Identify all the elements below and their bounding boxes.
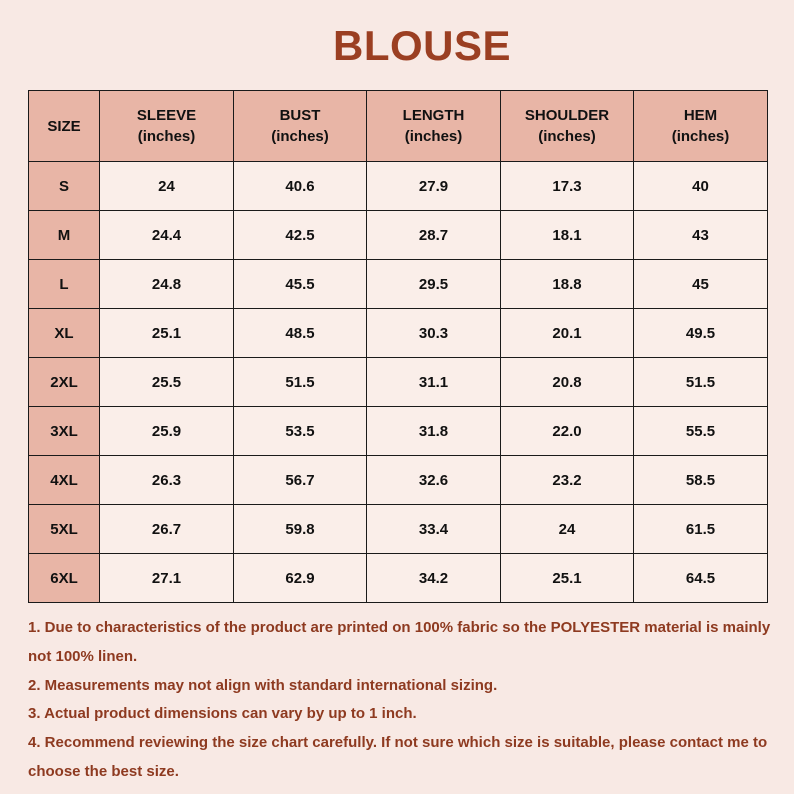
hem-cell: 61.5: [634, 505, 768, 554]
sleeve-cell: 24: [100, 162, 234, 211]
table-row: [29, 309, 768, 358]
header-size: [29, 91, 100, 162]
table-row: [29, 456, 768, 505]
hem-cell: 40: [634, 162, 768, 211]
length-cell: 34.2: [367, 554, 501, 603]
shoulder-cell: 24: [501, 505, 634, 554]
sleeve-cell: 24.4: [100, 211, 234, 260]
hem-cell: 45: [634, 260, 768, 309]
shoulder-cell: 17.3: [501, 162, 634, 211]
bust-cell: 53.5: [234, 407, 367, 456]
header-shoulder-unit: (inches): [538, 128, 596, 145]
shoulder-cell: 18.8: [501, 260, 634, 309]
bust-cell: 56.7: [234, 456, 367, 505]
header-length: [367, 91, 501, 162]
length-cell: 28.7: [367, 211, 501, 260]
table-header-row: [29, 91, 768, 162]
size-chart-table: [28, 90, 768, 603]
shoulder-cell: 18.1: [501, 211, 634, 260]
note-line: 3. Actual product dimensions can vary by up to 1 inch.: [28, 705, 417, 723]
header-length-unit: (inches): [404, 128, 463, 145]
page-title: BLOUSE: [332, 22, 511, 69]
sleeve-cell: 26.7: [100, 505, 234, 554]
header-shoulder: [501, 91, 634, 162]
size-cell: 3XL: [29, 407, 100, 456]
header-hem-label: HEM: [683, 107, 718, 124]
hem-cell: 49.5: [634, 309, 768, 358]
header-bust-unit: (inches): [271, 128, 329, 145]
header-length-label: LENGTH: [402, 107, 465, 124]
length-cell: 27.9: [367, 162, 501, 211]
table-row: [29, 407, 768, 456]
length-cell: 31.1: [367, 358, 501, 407]
sleeve-cell: 26.3: [100, 456, 234, 505]
header-shoulder-label: SHOULDER: [524, 107, 610, 124]
shoulder-cell: 22.0: [501, 407, 634, 456]
bust-cell: 59.8: [234, 505, 367, 554]
note-line: choose the best size.: [28, 762, 179, 780]
table-row: [29, 358, 768, 407]
length-cell: 29.5: [367, 260, 501, 309]
note-line: 4. Recommend reviewing the size chart carefully. If not sure which size is suitable, please contact me to: [28, 734, 768, 752]
header-sleeve: [100, 91, 234, 162]
table-row: [29, 260, 768, 309]
bust-cell: 62.9: [234, 554, 367, 603]
sleeve-cell: 24.8: [100, 260, 234, 309]
length-cell: 32.6: [367, 456, 501, 505]
bust-cell: 45.5: [234, 260, 367, 309]
length-cell: 30.3: [367, 309, 501, 358]
size-cell: 6XL: [29, 554, 100, 603]
shoulder-cell: 23.2: [501, 456, 634, 505]
bust-cell: 51.5: [234, 358, 367, 407]
shoulder-cell: 20.1: [501, 309, 634, 358]
header-bust-label: BUST: [279, 107, 321, 124]
note-line: 1. Due to characteristics of the product are printed on 100% fabric so the POLYESTER material is mainly: [28, 619, 771, 636]
length-cell: 33.4: [367, 505, 501, 554]
size-cell: S: [29, 162, 100, 211]
sleeve-cell: 27.1: [100, 554, 234, 603]
size-cell: XL: [29, 309, 100, 358]
size-notes: [28, 614, 794, 787]
note-line: 2. Measurements may not align with standard international sizing.: [28, 676, 498, 694]
hem-cell: 51.5: [634, 358, 768, 407]
size-cell: 4XL: [29, 456, 100, 505]
bust-cell: 40.6: [234, 162, 367, 211]
header-sleeve-label: SLEEVE: [136, 107, 197, 124]
length-cell: 31.8: [367, 407, 501, 456]
header-sleeve-unit: (inches): [137, 128, 196, 145]
bust-cell: 48.5: [234, 309, 367, 358]
size-cell: L: [29, 260, 100, 309]
bust-cell: 42.5: [234, 211, 367, 260]
hem-cell: 64.5: [634, 554, 768, 603]
table-row: [29, 505, 768, 554]
sleeve-cell: 25.9: [100, 407, 234, 456]
hem-cell: 43: [634, 211, 768, 260]
sleeve-cell: 25.5: [100, 358, 234, 407]
size-cell: 2XL: [29, 358, 100, 407]
header-hem: [634, 91, 768, 162]
header-size-label: SIZE: [47, 117, 81, 135]
shoulder-cell: 20.8: [501, 358, 634, 407]
note-line: not 100% linen.: [28, 647, 138, 665]
table-row: [29, 162, 768, 211]
sleeve-cell: 25.1: [100, 309, 234, 358]
header-bust: [234, 91, 367, 162]
hem-cell: 58.5: [634, 456, 768, 505]
table-row: [29, 554, 768, 603]
size-cell: 5XL: [29, 505, 100, 554]
table-row: [29, 211, 768, 260]
hem-cell: 55.5: [634, 407, 768, 456]
size-cell: M: [29, 211, 100, 260]
header-hem-unit: (inches): [671, 128, 730, 145]
shoulder-cell: 25.1: [501, 554, 634, 603]
